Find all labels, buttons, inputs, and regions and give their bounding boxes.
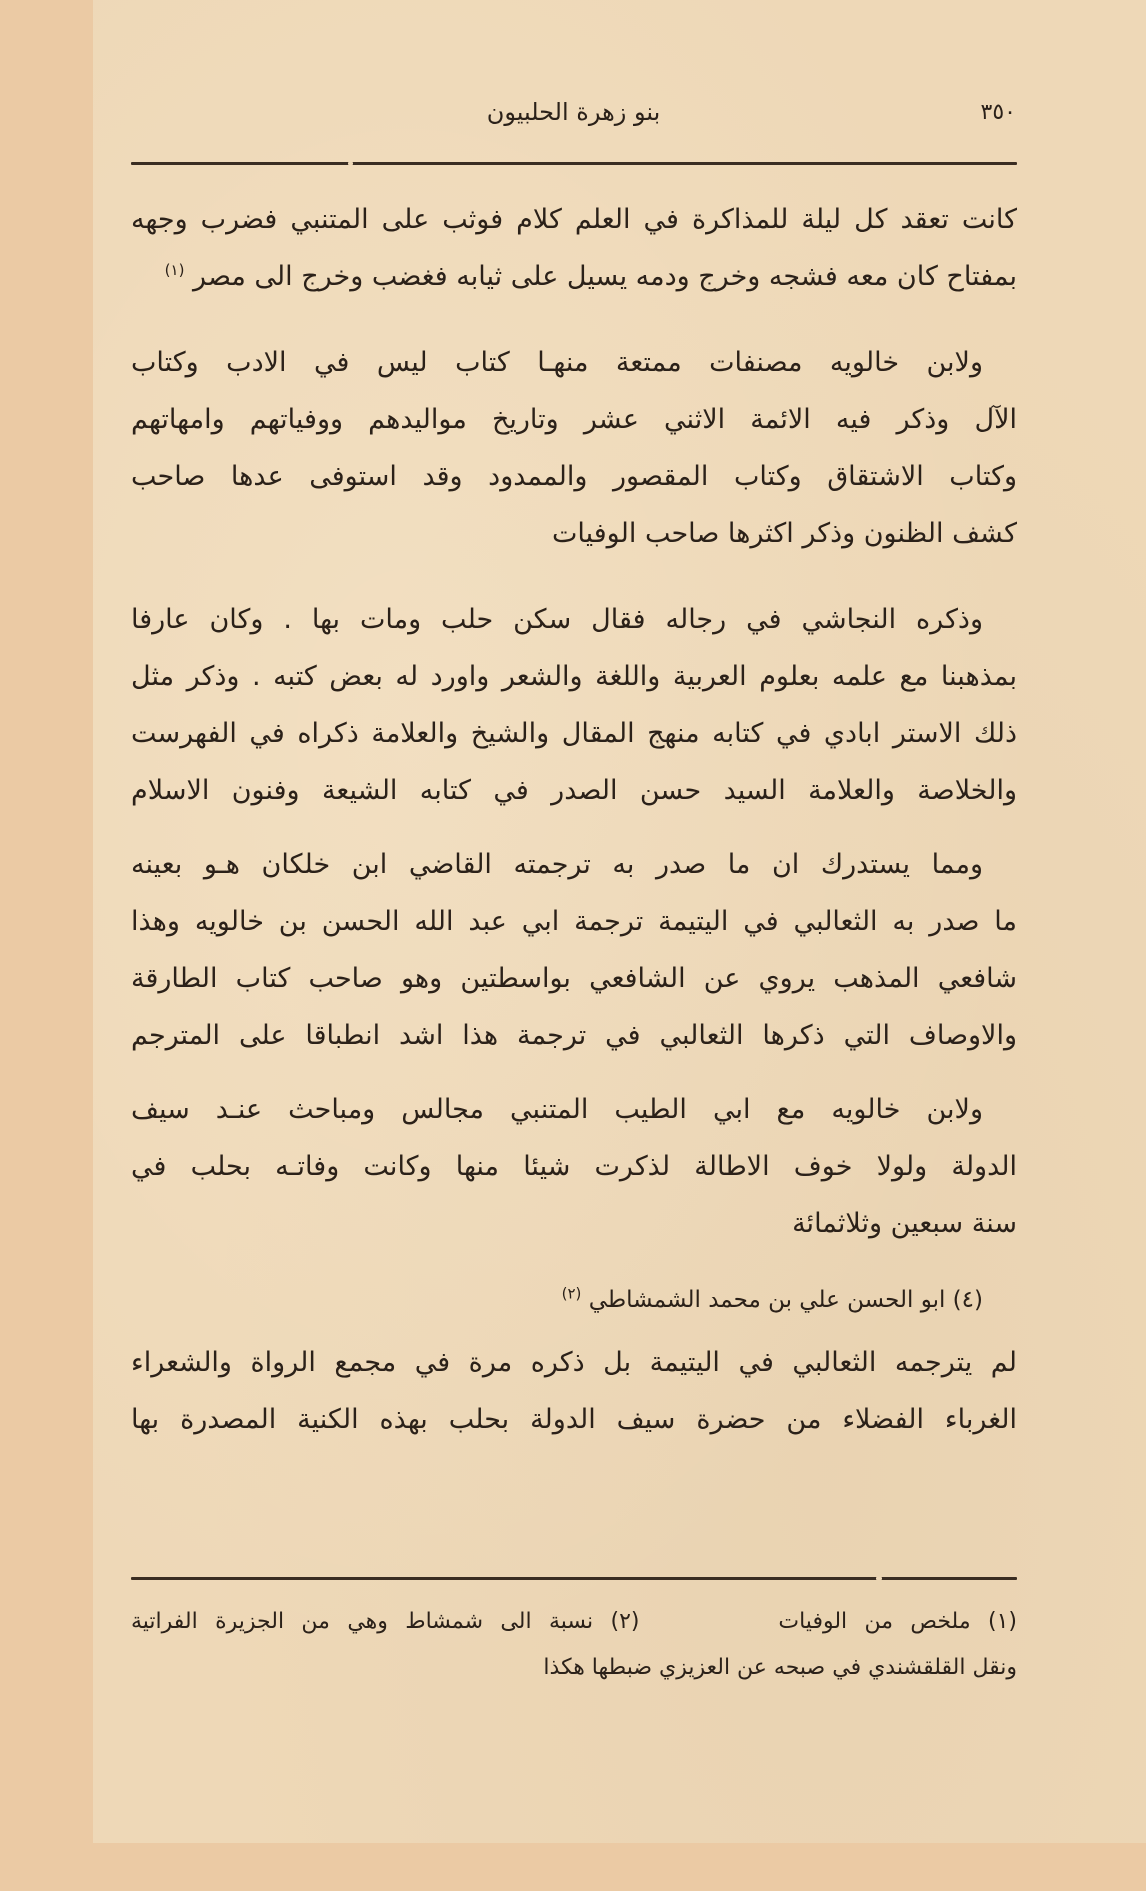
footnote-line: ونقل القلقشندي في صبحه عن العزيزي ضبطها هكذا	[543, 1655, 1017, 1680]
section-heading: (٤) ابو الحسن علي بن محمد الشمشاطي $^{(٢)}$	[561, 1284, 983, 1313]
text-line: كشف الظنون وذكر اكثرها صاحب الوفيات	[551, 518, 1017, 549]
text-line: ومما يستدرك ان ما صدر به ترجمته القاضي ابن خلكان هـو بعينه	[131, 849, 983, 880]
footnote-rule	[131, 1577, 1017, 1580]
header-rule-gap	[348, 162, 353, 165]
footnote-marker: (٢)	[561, 1284, 582, 1303]
header-rule	[131, 162, 1017, 165]
footnote-rule-gap	[876, 1577, 882, 1580]
text-line: ما صدر به الثعالبي في اليتيمة ترجمة ابي عبد الله الحسن بن خالويه وهذا	[131, 906, 1017, 937]
text-line: بمفتاح كان معه فشجه وخرج ودمه يسيل على ثيابه فغضب وخرج الى مصر $^{(١)}$	[164, 261, 1017, 292]
text-line: ذلك الاستر ابادي في كتابه منهج المقال والشيخ والعلامة ذكراه في الفهرست	[131, 718, 1017, 749]
text-line: الآل وذكر فيه الائمة الاثني عشر وتاريخ مواليدهم ووفياتهم وامهاتهم	[131, 404, 1017, 435]
text-line: سنة سبعين وثلاثمائة	[792, 1208, 1017, 1239]
text-line: الغرباء الفضلاء من حضرة سيف الدولة بحلب بهذه الكنية المصدرة بها	[131, 1404, 1017, 1435]
running-title: بنو زهرة الحلبيون	[486, 98, 661, 126]
text-line: ولابن خالويه مع ابي الطيب المتنبي مجالس ومباحث عنـد سيف	[131, 1094, 983, 1125]
page-header	[131, 98, 1016, 138]
text-line: كانت تعقد كل ليلة للمذاكرة في العلم كلام فوثب على المتنبي فضرب وجهه	[131, 204, 1017, 235]
footnote-line: (١) ملخص من الوفيات (٢) نسبة الى شمشاط وهي من الجزيرة الفراتية	[131, 1609, 1017, 1634]
text-line: ولابن خالويه مصنفات ممتعة منهـا كتاب ليس في الادب وكتاب	[131, 347, 983, 378]
text-line: بمذهبنا مع علمه بعلوم العربية واللغة والشعر واورد له بعض كتبه . وذكر مثل	[131, 661, 1017, 692]
text-line: والاوصاف التي ذكرها الثعالبي في ترجمة هذا اشد انطباقا على المترجم	[131, 1020, 1017, 1051]
text-line: والخلاصة والعلامة السيد حسن الصدر في كتابه الشيعة وفنون الاسلام	[131, 775, 1017, 806]
footnote-marker: (١)	[164, 261, 185, 279]
book-page	[93, 0, 1146, 1843]
text-line: الدولة ولولا خوف الاطالة لذكرت شيئا منها وكانت وفاتـه بحلب في	[131, 1151, 1017, 1182]
text-line: وذكره النجاشي في رجاله فقال سكن حلب ومات بها . وكان عارفا	[131, 604, 983, 635]
text-line: وكتاب الاشتقاق وكتاب المقصور والممدود وقد استوفى عدها صاحب	[131, 461, 1017, 492]
text-line: لم يترجمه الثعالبي في اليتيمة بل ذكره مرة في مجمع الرواة والشعراء	[131, 1347, 1017, 1378]
page-number: ٣٥٠	[980, 100, 1016, 125]
text-line: شافعي المذهب يروي عن الشافعي بواسطتين وهو صاحب كتاب الطارقة	[131, 963, 1017, 994]
